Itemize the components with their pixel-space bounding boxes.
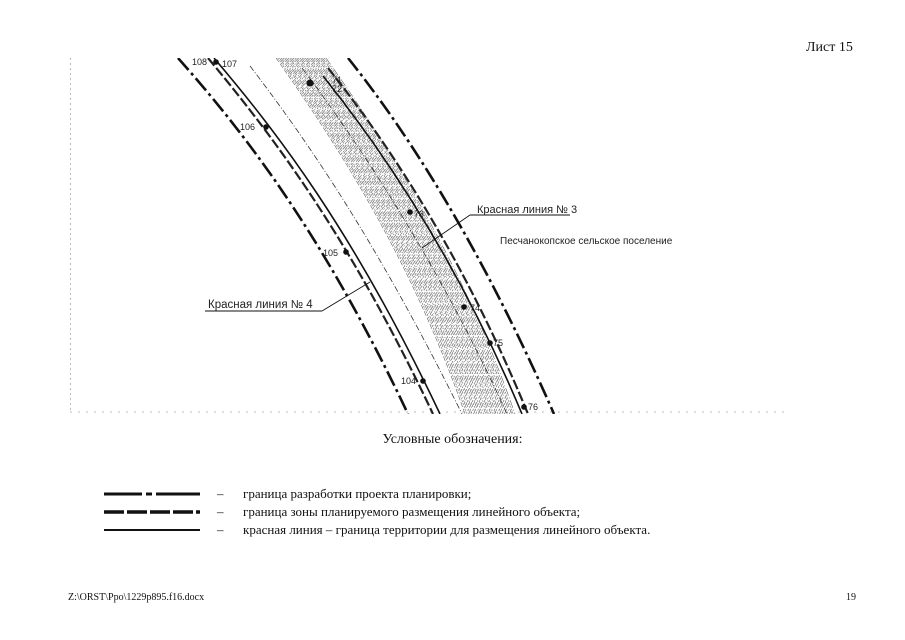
point-label: 107: [222, 59, 238, 69]
point-label: 76: [528, 402, 539, 412]
point-label: 71: [332, 75, 343, 85]
legend-item-red-line: [104, 522, 804, 540]
planning-boundary-left: [178, 58, 408, 414]
legend-dash: –: [217, 486, 224, 501]
red-line-3-label: Красная линия № 3: [477, 204, 578, 216]
legend-text: граница разработки проекта планировки;: [243, 486, 472, 501]
point-label: 108: [192, 58, 208, 67]
solid-line-symbol: [104, 526, 200, 534]
legend-text: граница зоны планируемого размещения линейного объекта;: [243, 504, 581, 519]
settlement-label: Песчанокопское сельское поселение: [500, 236, 673, 247]
point-label: 75: [493, 338, 504, 348]
point-label: 104: [401, 376, 417, 386]
point-label: 105: [323, 248, 339, 258]
point-label: 74: [470, 303, 481, 313]
footer-file-path: Z:\ORST\Ppo\1229p895.f16.docx: [68, 592, 205, 603]
legend-title: Условные обозначения:: [382, 432, 523, 447]
legend-dash: –: [217, 504, 224, 519]
point-label: 73: [414, 209, 425, 219]
sheet-label: Лист 15: [806, 40, 853, 55]
legend-item-zone-boundary: [104, 504, 804, 522]
legend-text: красная линия – граница территории для размещения линейного объекта.: [243, 522, 651, 537]
dash-dot-line-symbol: [104, 490, 200, 498]
site-plan-drawing: [70, 58, 790, 414]
dashed-line-symbol: [104, 508, 200, 516]
red-line-4-label: Красная линия № 4: [208, 299, 313, 311]
red-line-3: [323, 76, 522, 414]
legend-item-planning-boundary: [104, 486, 804, 504]
legend-dash: –: [217, 522, 224, 537]
page-number: 19: [846, 592, 856, 603]
point-label: 106: [240, 122, 256, 132]
point-label: 72: [332, 84, 343, 94]
